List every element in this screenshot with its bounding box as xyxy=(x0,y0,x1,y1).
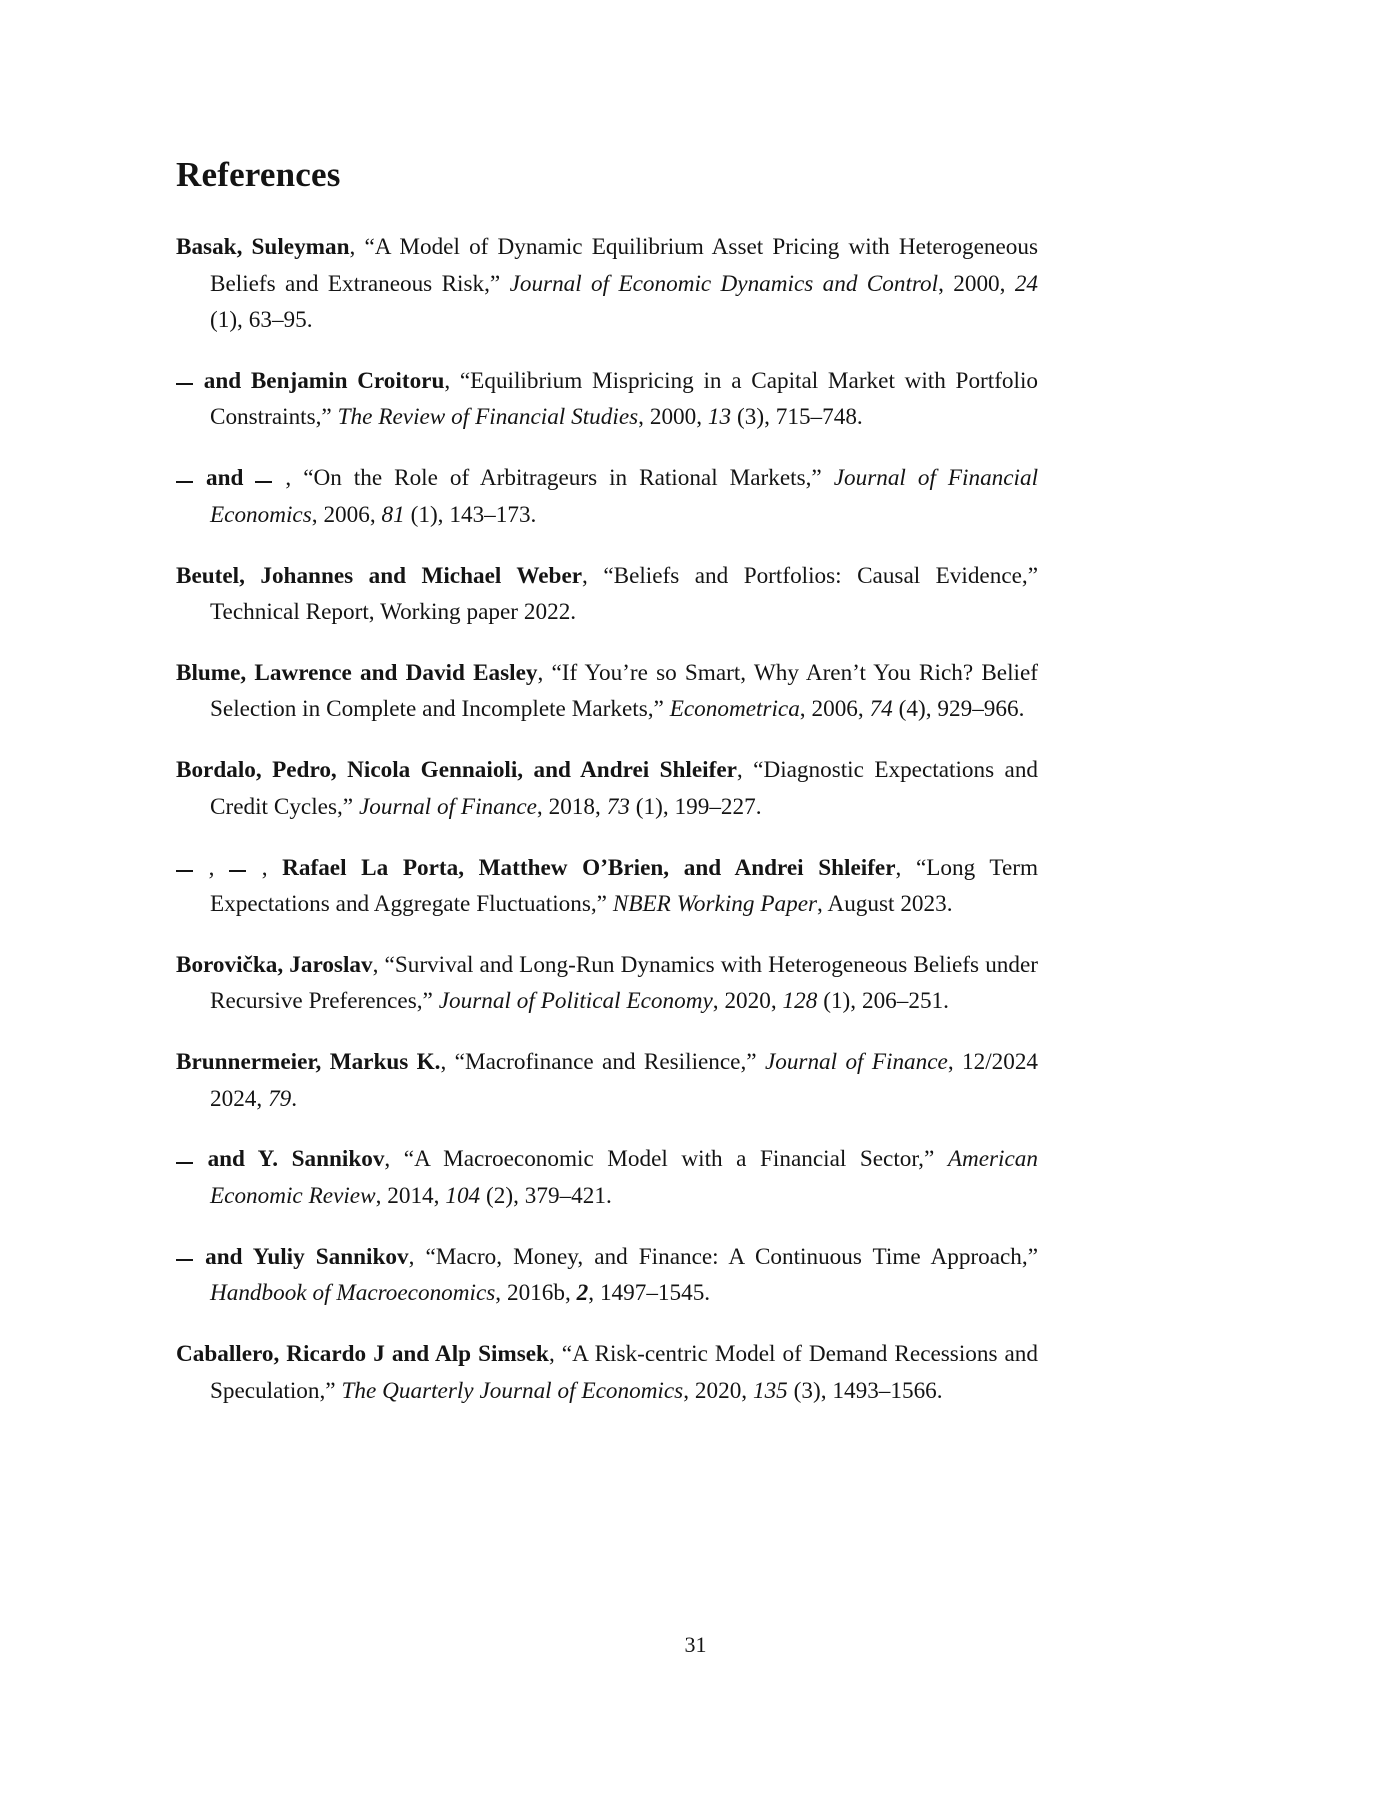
reference-issue: (2) xyxy=(486,1182,514,1209)
reference-authors: and Yuliy Sannikov xyxy=(205,1243,409,1270)
reference-title: “If You’re so Smart, Why Aren’t You Rich? Belief Selection in Complete and Incomplete Markets,” xyxy=(210,659,1038,723)
reference-comma: , xyxy=(799,696,812,723)
reference-title: “Beliefs and Portfolios: Causal Evidence,” xyxy=(603,562,1038,589)
reference-authors: Blume, Lawrence and David Easley xyxy=(176,659,538,686)
reference-authors: and xyxy=(206,465,244,492)
reference-journal: The Review of Financial Studies xyxy=(337,404,639,431)
reference-year: 2020 xyxy=(694,1377,742,1404)
reference-authors: Caballero, Ricardo J and Alp Simsek xyxy=(176,1341,549,1368)
reference-title: “A Model of Dynamic Equilibrium Asset Pricing with Heterogeneous Beliefs and Extraneous Risk,” xyxy=(210,234,1038,297)
page-title: References xyxy=(176,155,341,194)
reference-issue: (1) xyxy=(410,501,438,528)
reference-authors: Rafael La Porta, Matthew O’Brien, and Andrei Shleifer xyxy=(282,854,896,881)
reference-issue: (3) xyxy=(737,404,765,431)
reference-authors: Basak, Suleyman xyxy=(176,234,350,261)
reference-volume: 79 xyxy=(268,1085,292,1112)
reference-entry-blume-easley-2006 xyxy=(176,655,1038,728)
reference-authors: Borovička, Jaroslav xyxy=(176,951,373,978)
reference-separator: , xyxy=(440,1049,455,1076)
reference-separator: , xyxy=(537,659,552,686)
reference-year: 2000 xyxy=(649,404,697,431)
reference-pages: 715–748. xyxy=(775,404,863,431)
reference-comma: , xyxy=(638,404,650,431)
reference-volume: 128 xyxy=(782,988,818,1015)
reference-authors: and Y. Sannikov xyxy=(207,1146,385,1173)
reference-comma: , xyxy=(696,404,708,431)
repeat-author-dash-icon xyxy=(176,870,193,872)
reference-entry-beutel-weber-2022 xyxy=(176,558,1038,631)
reference-volume: 2 xyxy=(576,1280,589,1307)
reference-volume: 104 xyxy=(445,1182,481,1209)
reference-pages: 929–966. xyxy=(937,696,1025,723)
reference-journal: NBER Working Paper xyxy=(612,890,818,917)
reference-journal: The Quarterly Journal of Economics xyxy=(341,1377,684,1404)
reference-authors: Beutel, Johannes and Michael Weber xyxy=(176,562,583,589)
reference-year: 12/2024 2024 xyxy=(210,1049,1039,1112)
reference-title: “Equilibrium Mispricing in a Capital Market with Portfolio Constraints,” xyxy=(210,367,1039,431)
reference-title: “Macro, Money, and Finance: A Continuous Time Approach,” xyxy=(425,1243,1038,1270)
reference-comma: , xyxy=(588,1280,600,1307)
reference-journal: Journal of Financial Economics xyxy=(210,465,1039,528)
reference-list xyxy=(176,229,1038,1409)
reference-separator: , xyxy=(548,1341,562,1368)
reference-comma: , xyxy=(938,270,954,297)
reference-pages: 143–173. xyxy=(449,501,537,528)
reference-comma: , xyxy=(564,1280,577,1307)
reference-year: 2006 xyxy=(323,501,370,528)
reference-separator: , xyxy=(285,465,304,492)
reference-comma: , xyxy=(311,501,324,528)
reference-comma: , xyxy=(495,1280,507,1307)
reference-volume: 24 xyxy=(1014,270,1038,297)
reference-entry-brunnermeier-sannikov-2014 xyxy=(176,1141,1038,1214)
reference-title: “Macrofinance and Resilience,” xyxy=(454,1049,757,1076)
reference-journal: Journal of Political Economy xyxy=(438,988,713,1015)
reference-separator: , xyxy=(408,1243,426,1270)
reference-entry-bordalo-2018 xyxy=(176,752,1038,825)
reference-volume: 81 xyxy=(381,501,405,528)
reference-volume: 135 xyxy=(752,1377,788,1404)
reference-pages: 379–421. xyxy=(524,1182,612,1209)
reference-separator: , xyxy=(895,854,916,881)
reference-comma: , xyxy=(513,1182,525,1209)
reference-journal: Econometrica xyxy=(669,696,800,723)
reference-year: 2014 xyxy=(387,1182,434,1209)
reference-entry-basak-2000 xyxy=(176,229,1038,338)
repeat-author-dash-icon xyxy=(255,481,272,483)
reference-issue: (4) xyxy=(898,696,926,723)
reference-title: “On the Role of Arbitrageurs in Rational Markets,” xyxy=(303,465,822,492)
reference-journal: Journal of Finance xyxy=(764,1049,948,1076)
reference-comma: , xyxy=(369,501,382,528)
reference-title: “A Risk-centric Model of Demand Recessions and Speculation,” xyxy=(210,1341,1038,1404)
reference-comma: , xyxy=(256,1085,269,1112)
reference-pages: 63–95. xyxy=(248,307,313,334)
reference-entry-basak-croitoru-2006 xyxy=(176,460,1038,533)
reference-note: Technical Report, Working paper 2022. xyxy=(210,599,577,625)
repeat-author-dash-icon xyxy=(176,1259,193,1261)
reference-separator: , xyxy=(247,854,283,881)
reference-journal: Handbook of Macroeconomics xyxy=(210,1280,496,1307)
reference-comma: , xyxy=(820,1377,833,1404)
reference-separator: , xyxy=(444,367,460,394)
reference-separator: , xyxy=(736,757,754,784)
page-number: 31 xyxy=(684,1632,707,1657)
reference-journal: American Economic Review xyxy=(210,1146,1038,1209)
reference-pages: 206–251. xyxy=(861,988,949,1015)
reference-comma: , xyxy=(857,696,870,723)
reference-comma: , xyxy=(817,890,828,917)
reference-comma: , xyxy=(712,988,725,1015)
reference-pages: 199–227. xyxy=(674,793,762,820)
reference-issue: (1) xyxy=(823,988,851,1015)
reference-comma: , xyxy=(764,404,776,431)
reference-authors: Brunnermeier, Markus K. xyxy=(176,1049,441,1076)
reference-title: “Diagnostic Expectations and Credit Cycles,” xyxy=(210,757,1039,820)
reference-comma: , xyxy=(433,1182,446,1209)
reference-year: 2000 xyxy=(953,270,1000,297)
reference-comma: , xyxy=(536,793,549,820)
reference-pages: 1497–1545. xyxy=(599,1280,711,1307)
reference-comma: , xyxy=(437,501,450,528)
repeat-author-dash-icon xyxy=(176,481,193,483)
reference-year: 2020 xyxy=(724,988,771,1015)
reference-comma: , xyxy=(947,1049,962,1076)
reference-comma: , xyxy=(741,1377,753,1404)
reference-title: “Long Term Expectations and Aggregate Fluctuations,” xyxy=(210,854,1039,917)
reference-pages: 1493–1566. xyxy=(832,1377,943,1404)
reference-issue: (3) xyxy=(793,1377,821,1404)
reference-note: August 2023. xyxy=(827,890,953,917)
reference-entry-borovicka-2020 xyxy=(176,947,1038,1020)
repeat-author-dash-icon xyxy=(229,870,246,872)
reference-comma: , xyxy=(999,270,1015,297)
reference-comma: , xyxy=(770,988,783,1015)
reference-separator: , xyxy=(582,562,604,589)
reference-entry-caballero-simsek-2020 xyxy=(176,1336,1038,1409)
reference-comma: , xyxy=(237,307,249,334)
reference-comma: , xyxy=(662,793,675,820)
reference-comma: , xyxy=(683,1377,695,1404)
reference-volume: 13 xyxy=(707,404,732,431)
reference-period: . xyxy=(291,1085,298,1112)
reference-comma: , xyxy=(375,1182,388,1209)
reference-comma: , xyxy=(925,696,938,723)
reference-entry-brunnermeier-sannikov-2016b xyxy=(176,1239,1038,1312)
reference-year: 2016b xyxy=(506,1280,565,1307)
reference-comma: , xyxy=(594,793,607,820)
reference-title: “Survival and Long-Run Dynamics with Heterogeneous Beliefs under Recursive Preferences,” xyxy=(210,951,1038,1015)
reference-entry-brunnermeier-2024 xyxy=(176,1044,1038,1117)
reference-authors: Bordalo, Pedro, Nicola Gennaioli, and Andrei Shleifer xyxy=(176,757,737,784)
reference-comma: , xyxy=(850,988,862,1015)
reference-volume: 73 xyxy=(606,793,630,820)
reference-separator: , xyxy=(194,854,230,881)
reference-separator: , xyxy=(372,951,385,978)
reference-separator: , xyxy=(349,234,365,261)
reference-entry-basak-croitoru-2000 xyxy=(176,363,1038,436)
repeat-author-dash-icon xyxy=(176,383,193,385)
reference-issue: (1) xyxy=(210,307,238,334)
reference-authors: and Benjamin Croitoru xyxy=(203,367,445,394)
reference-entry-bordalo-2023 xyxy=(176,850,1038,923)
reference-year: 2018 xyxy=(548,793,595,820)
reference-year: 2006 xyxy=(811,696,858,723)
reference-title: “A Macroeconomic Model with a Financial Sector,” xyxy=(403,1146,935,1173)
reference-issue: (1) xyxy=(635,793,663,820)
repeat-author-dash-icon xyxy=(176,1162,193,1164)
reference-separator: , xyxy=(384,1146,404,1173)
reference-volume: 74 xyxy=(869,696,893,723)
reference-journal: Journal of Finance xyxy=(358,793,537,820)
reference-journal: Journal of Economic Dynamics and Control xyxy=(509,270,939,297)
references-section xyxy=(176,155,1038,1409)
